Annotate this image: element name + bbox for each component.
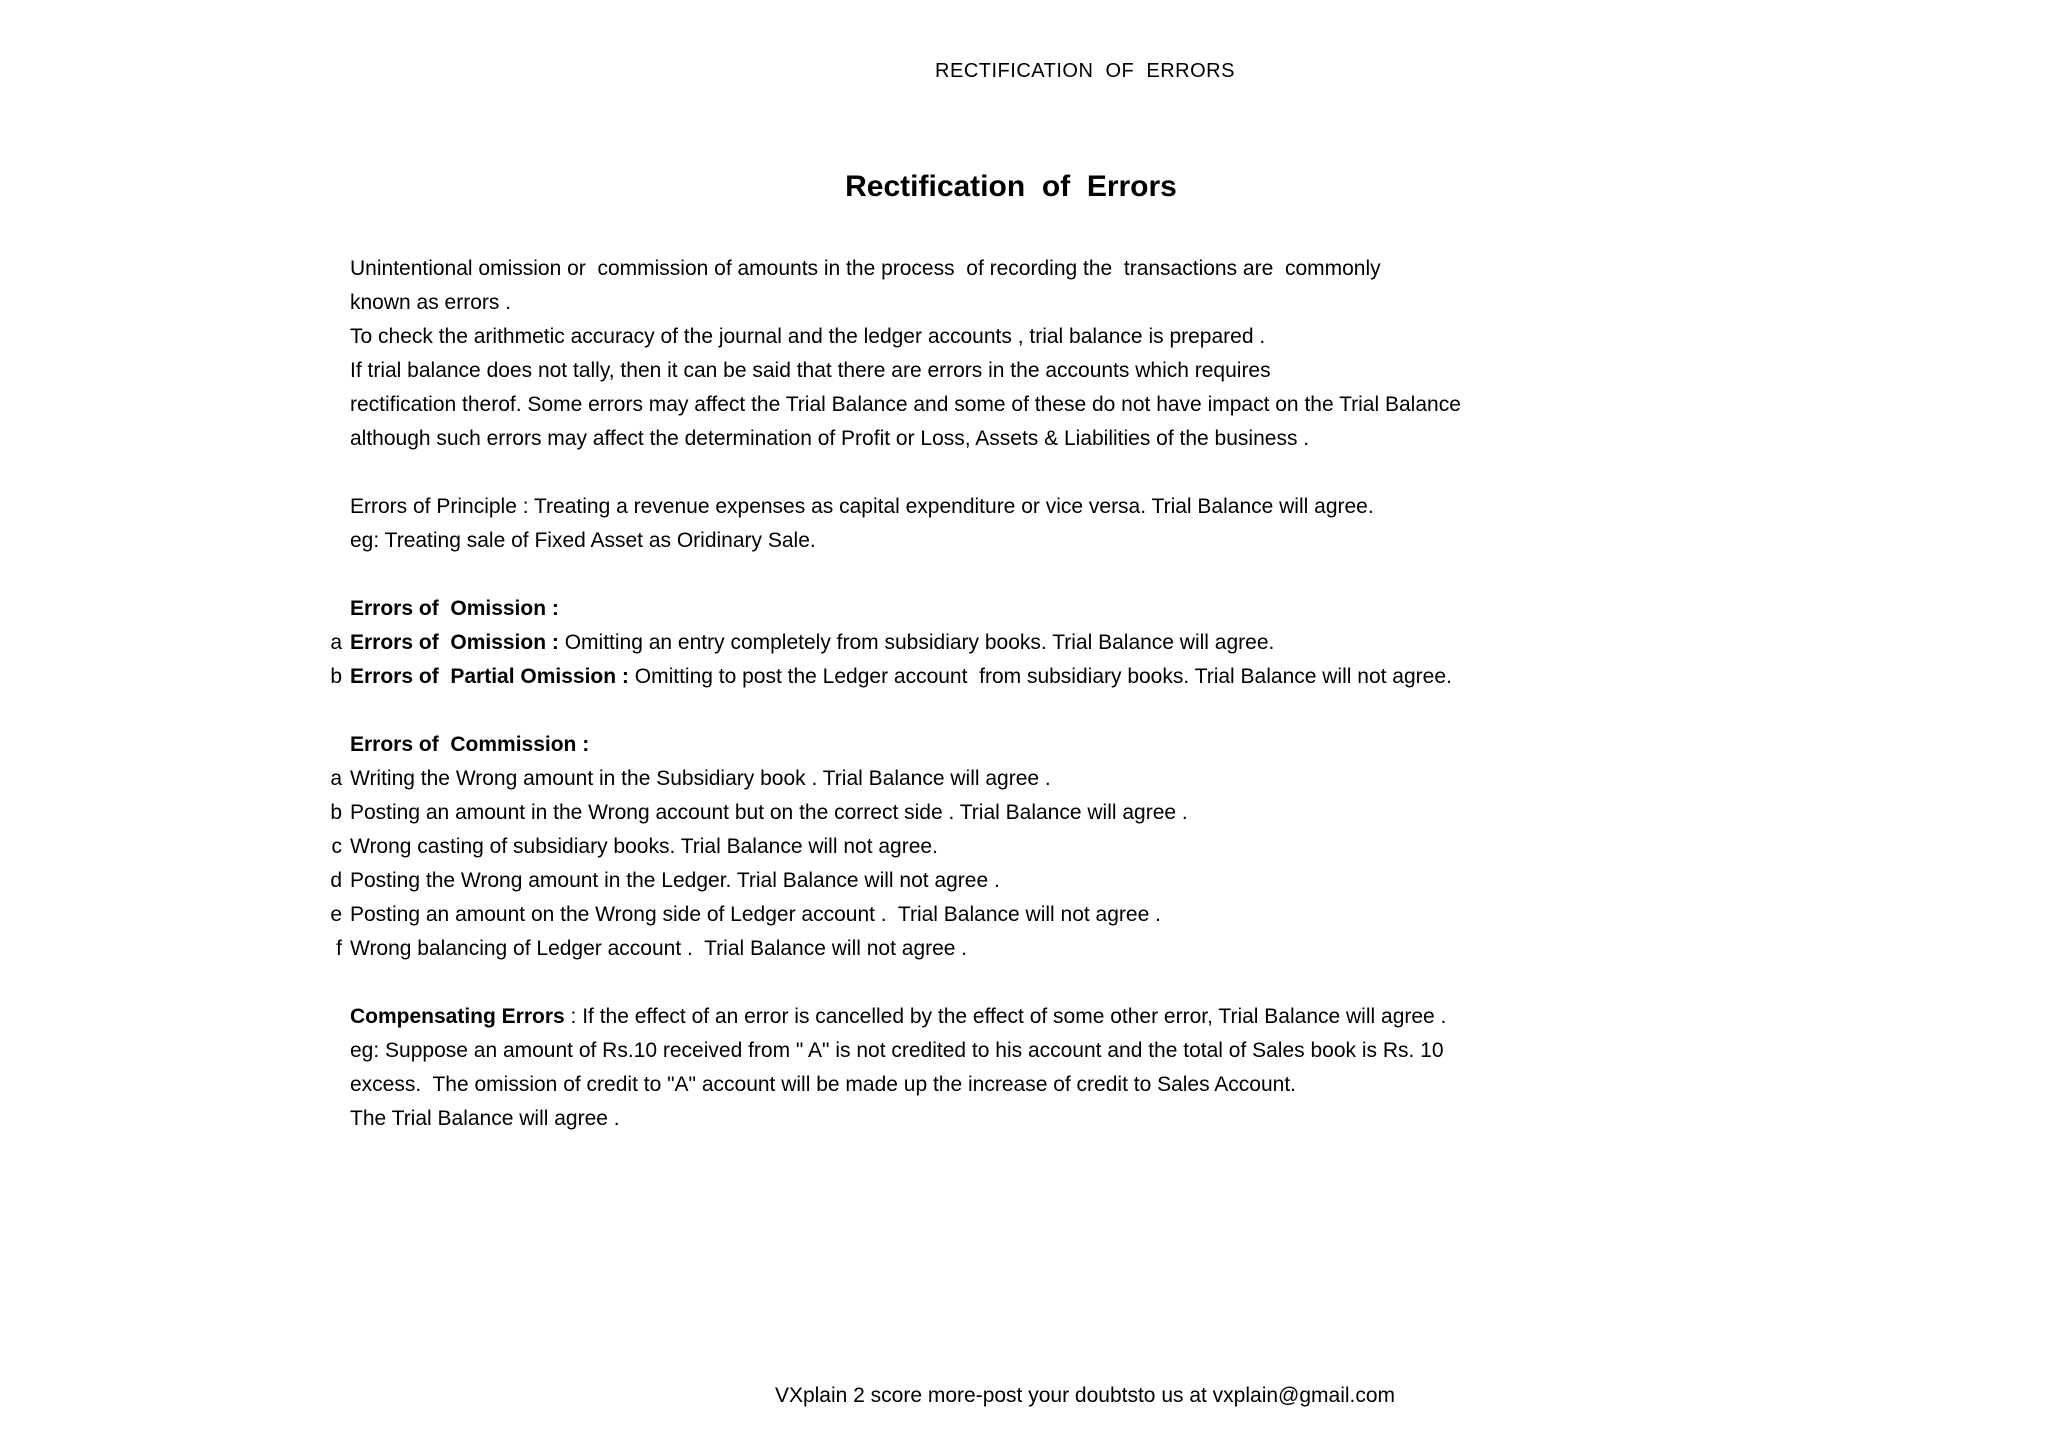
text-line <box>0 660 2048 694</box>
text-run: Wrong casting of subsidiary books. Trial Balance will not agree. <box>350 835 938 858</box>
line-label: e <box>330 903 342 926</box>
line-label <box>0 592 342 626</box>
line-text <box>350 1068 1296 1102</box>
text-run: The Trial Balance will agree . <box>350 1107 620 1130</box>
text-line <box>0 286 2048 320</box>
text-line <box>0 1102 2048 1136</box>
line-label <box>0 1068 342 1102</box>
text-run: excess. The omission of credit to "A" account will be made up the increase of credit to Sales Account. <box>350 1073 1297 1096</box>
line-text <box>350 490 1374 524</box>
text-line <box>0 1034 2048 1068</box>
line-label <box>0 558 342 592</box>
text-line <box>0 524 2048 558</box>
line-text <box>350 388 1461 422</box>
line-label <box>0 1034 342 1068</box>
text-line <box>0 1000 2048 1034</box>
text-line <box>0 320 2048 354</box>
document-title: Rectification of Errors <box>845 170 1177 203</box>
line-label <box>0 456 342 490</box>
line-label: b <box>330 665 342 688</box>
text-run: Unintentional omission or commission of amounts in the process of recording the transactions are commonly <box>350 257 1381 280</box>
text-run: Errors of Commission : <box>350 733 590 756</box>
blank-line <box>0 456 2048 490</box>
text-run: Compensating Errors <box>350 1005 565 1028</box>
text-run: If trial balance does not tally, then it can be said that there are errors in the accounts which requires <box>350 359 1271 382</box>
text-run: Writing the Wrong amount in the Subsidiary book . Trial Balance will agree . <box>350 767 1051 790</box>
document-body <box>0 252 2048 1136</box>
line-label <box>0 422 342 456</box>
line-text <box>350 422 1309 456</box>
text-run: Errors of Partial Omission : <box>350 665 635 688</box>
line-text <box>350 864 1000 898</box>
line-text <box>350 1102 620 1136</box>
line-label: d <box>330 869 342 892</box>
text-run: Errors of Omission : <box>350 631 565 654</box>
line-text <box>350 728 589 762</box>
line-text <box>350 762 1051 796</box>
line-label <box>0 966 342 1000</box>
text-line <box>0 1068 2048 1102</box>
text-run: : If the effect of an error is cancelled by the effect of some other error, Trial Balance will agree . <box>564 1005 1447 1028</box>
text-run: Wrong balancing of Ledger account . Trial Balance will not agree . <box>350 937 968 960</box>
text-run: eg: Treating sale of Fixed Asset as Oridinary Sale. <box>350 529 816 552</box>
line-text <box>350 1000 1446 1034</box>
line-text <box>350 320 1265 354</box>
text-line <box>0 252 2048 286</box>
line-label: b <box>330 801 342 824</box>
text-line <box>0 490 2048 524</box>
footer-note: VXplain 2 score more-post your doubtsto us at vxplain@gmail.com <box>774 1384 1396 1407</box>
line-label <box>0 694 342 728</box>
line-label <box>0 252 342 286</box>
text-run: Omitting to post the Ledger account from subsidiary books. Trial Balance will not agree. <box>634 665 1452 688</box>
line-label: a <box>330 631 342 654</box>
text-run: known as errors . <box>350 291 512 314</box>
line-text <box>350 524 816 558</box>
page-header: RECTIFICATION OF ERRORS <box>935 60 1235 82</box>
line-text <box>350 830 938 864</box>
text-line <box>0 592 2048 626</box>
text-line <box>0 388 2048 422</box>
text-run: To check the arithmetic accuracy of the journal and the ledger accounts , trial balance is prepared . <box>350 325 1266 348</box>
text-line <box>0 864 2048 898</box>
text-run: Posting an amount on the Wrong side of Ledger account . Trial Balance will not agree . <box>350 903 1161 926</box>
text-run: although such errors may affect the determination of Profit or Loss, Assets & Liabilities of the business . <box>350 427 1310 450</box>
line-label <box>0 320 342 354</box>
text-run: Errors of Principle : Treating a revenue expenses as capital expenditure or vice versa. Trial Balance will agree. <box>350 495 1374 518</box>
line-label <box>0 388 342 422</box>
blank-line <box>0 558 2048 592</box>
line-label <box>0 490 342 524</box>
text-run: eg: Suppose an amount of Rs.10 received from " A" is not credited to his account and the total of Sales book is Rs. 10 <box>350 1039 1444 1062</box>
line-text <box>350 354 1271 388</box>
text-line <box>0 422 2048 456</box>
text-line <box>0 830 2048 864</box>
line-label: a <box>330 767 342 790</box>
text-run: Errors of Omission : <box>350 597 559 620</box>
line-text <box>350 898 1161 932</box>
line-text <box>350 286 511 320</box>
blank-line <box>0 966 2048 1000</box>
line-text <box>350 1034 1444 1068</box>
text-run: Omitting an entry completely from subsidiary books. Trial Balance will agree. <box>564 631 1275 654</box>
text-line <box>0 626 2048 660</box>
line-label <box>0 286 342 320</box>
text-run: Posting an amount in the Wrong account but on the correct side . Trial Balance will agree . <box>350 801 1188 824</box>
line-text <box>350 932 967 966</box>
text-line <box>0 898 2048 932</box>
line-label <box>0 1000 342 1034</box>
line-text <box>350 252 1381 286</box>
line-label: c <box>331 835 342 858</box>
line-label <box>0 354 342 388</box>
text-line <box>0 796 2048 830</box>
text-line <box>0 932 2048 966</box>
blank-line <box>0 694 2048 728</box>
text-run: rectification therof. Some errors may affect the Trial Balance and some of these do not have impact on the Trial Balance <box>350 393 1461 416</box>
line-label: f <box>336 937 342 960</box>
text-line <box>0 354 2048 388</box>
text-line <box>0 762 2048 796</box>
line-label <box>0 728 342 762</box>
line-text <box>350 592 559 626</box>
text-line <box>0 728 2048 762</box>
line-label <box>0 1102 342 1136</box>
line-text <box>350 796 1188 830</box>
line-text <box>350 626 1274 660</box>
text-run: Posting the Wrong amount in the Ledger. Trial Balance will not agree . <box>350 869 1000 892</box>
line-label <box>0 524 342 558</box>
line-text <box>350 660 1452 694</box>
